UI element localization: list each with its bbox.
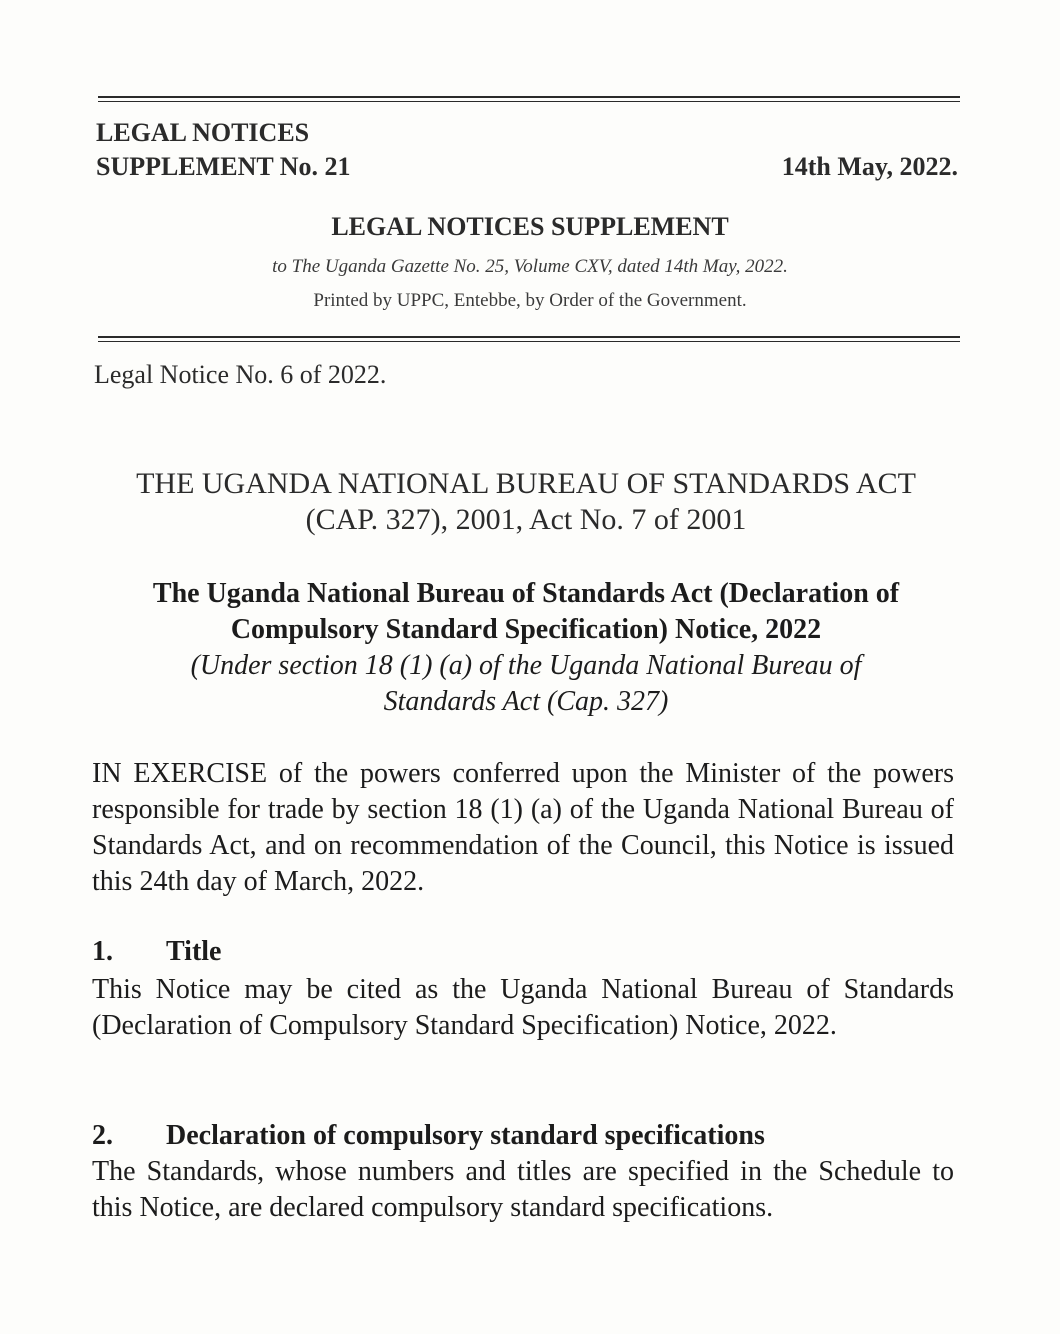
- notice-title-line-1: The Uganda National Bureau of Standards Act (Declaration of: [152, 578, 900, 609]
- section-1-title: Title: [166, 936, 222, 967]
- act-title: [0, 466, 1052, 538]
- act-title-line-1: THE UGANDA NATIONAL BUREAU OF STANDARDS ACT: [136, 467, 916, 500]
- section-2-title: Declaration of compulsory standard specifications: [166, 1120, 765, 1151]
- enabling-provision: [0, 648, 1052, 720]
- issue-date: 14th May, 2022.: [781, 152, 958, 181]
- act-title-line-2: (CAP. 327), 2001, Act No. 7 of 2001: [305, 503, 747, 536]
- top-double-rule: [98, 96, 960, 102]
- legal-notice-number: Legal Notice No. 6 of 2022.: [94, 360, 387, 389]
- supplement-series-header: [96, 116, 351, 184]
- section-1-number: 1.: [92, 936, 113, 967]
- section-2-number: 2.: [92, 1120, 113, 1151]
- section-2-heading: [92, 1118, 765, 1154]
- supplement-title: LEGAL NOTICES SUPPLEMENT: [331, 212, 729, 241]
- section-2-body: The Standards, whose numbers and titles are specified in the Schedule to this Notice, are declared compulsory standard specifications.: [92, 1156, 954, 1223]
- gazette-reference: to The Uganda Gazette No. 25, Volume CXV, dated 14th May, 2022.: [272, 256, 788, 277]
- series-line-2: SUPPLEMENT No. 21: [96, 152, 351, 181]
- bottom-double-rule: [98, 336, 960, 342]
- notice-title: [0, 576, 1052, 648]
- section-1-heading: [92, 934, 221, 970]
- enabling-provision-line-1: (Under section 18 (1) (a) of the Uganda National Bureau of: [190, 650, 862, 681]
- series-line-1: LEGAL NOTICES: [96, 118, 310, 147]
- enabling-provision-line-2: Standards Act (Cap. 327): [383, 686, 669, 717]
- section-1-body: This Notice may be cited as the Uganda National Bureau of Standards (Declaration of Compulsory Standard Specification) Notice, 2022.: [92, 974, 954, 1041]
- printer-line: Printed by UPPC, Entebbe, by Order of the Government.: [313, 290, 747, 311]
- preamble-paragraph: IN EXERCISE of the powers conferred upon the Minister of the powers responsible for trade by section 18 (1) (a) of the Uganda National Bureau of Standards Act, and on recommendation of the Council, this Notice is issued this 24th day of March, 2022.: [92, 758, 954, 897]
- notice-title-line-2: Compulsory Standard Specification) Notice, 2022: [230, 614, 822, 645]
